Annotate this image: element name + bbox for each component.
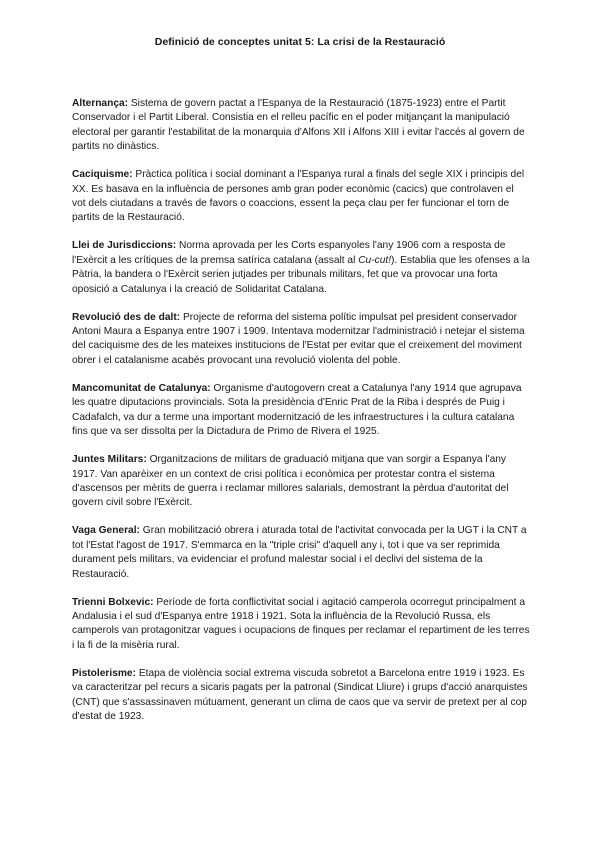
definition-llei-de-jurisdiccions xyxy=(72,239,530,297)
definition-text: ). Establia que les ofenses a la Pàtria, la bandera o l'Exèrcit serien jutjades per tribunals militars, fet que va provocar una forta oposició a Catalunya i la creació de Solidaritat Catalana. xyxy=(72,254,530,295)
definition-text: Organitzacions de militars de graduació mitjana que van sorgir a Espanya l'any 1917. Van aparèixer en un context de crisi política i econòmica per protestar contra el sistema d'ascensos per mèrits de guerra i reclamar millores salarials, demostrant la pèrdua d'autoritat del govern civil sobre l'Exèrcit. xyxy=(72,454,509,509)
definition-term: Llei de Jurisdiccions: xyxy=(72,240,177,252)
definition-term: Vaga General: xyxy=(72,525,140,537)
definition-term: Trienni Bolxevic: xyxy=(72,596,154,608)
definition-trienni-bolxevic xyxy=(72,596,530,654)
definitions-list xyxy=(72,97,530,738)
definition-text: Gran mobilització obrera i aturada total de l'activitat convocada per la UGT i la CNT a tot l'Estat l'agost de 1917. S'emmarca en la "triple crisi" d'aquell any i, tot i que va ser reprimida durament pels militars, va evidenciar el profund malestar social i el declivi del sistema de la Restauració. xyxy=(72,525,527,580)
definition-text-italic: Cu-cut! xyxy=(358,254,392,266)
definition-revolucio-des-de-dalt xyxy=(72,311,530,369)
definition-juntes-militars xyxy=(72,453,530,511)
definition-term: Juntes Militars: xyxy=(72,454,147,466)
definition-pistolerisme xyxy=(72,667,530,725)
document-title: Definició de conceptes unitat 5: La crisi de la Restauració xyxy=(154,36,446,48)
definition-term: Alternança: xyxy=(72,98,129,109)
definition-text: Període de forta conflictivitat social i agitació camperola ocorregut principalment a Andalusia i el sud d'Espanya entre 1918 i 1921. Sota la influència de la Revolució Russa, els camperols van protagonitzar vagues i ocupacions de finques per reclamar el repartiment de les terres i la fi de la misèria rural. xyxy=(72,596,530,651)
definition-term: Pistolerisme: xyxy=(72,667,136,679)
definition-mancomunitat-de-catalunya xyxy=(72,382,530,440)
definition-text: Organisme d'autogovern creat a Catalunya l'any 1914 que agrupava les quatre diputacions provincials. Sota la presidència d'Enric Prat de la Riba i després de Puig i Cadafalch, va dur a terme una important modernització de les infraestructures i la cultura catalana fins que va ser dissolta per la Dictadura de Primo de Rivera el 1925. xyxy=(72,382,522,438)
definition-alternanca xyxy=(72,97,530,155)
definition-text: Pràctica política i social dominant a l'Espanya rural a finals del segle XIX i principis del XX. Es basava en la influència de persones amb gran poder econòmic (cacics) que controlaven el vot dels ciutadans a través de favors o coaccions, essent la peça clau per fer funcionar el torn de partits de la Restauració. xyxy=(72,169,525,224)
definition-text: Sistema de govern pactat a l'Espanya de la Restauració (1875-1923) entre el Partit Conservador i el Partit Liberal. Consistia en el relleu pacífic en el poder mitjançant la manipulació electoral per garantir l'estabilitat de la monarquia d'Alfons XII i Alfons XIII i evitar l'accés al govern de partits no dinàstics. xyxy=(72,98,525,153)
definition-vaga-general xyxy=(72,524,530,582)
definition-caciquisme xyxy=(72,168,530,226)
definition-text: Norma aprovada per les Corts espanyoles l'any 1906 com a resposta de l'Exèrcit a les crítiques de la premsa satírica catalana (assalt al xyxy=(72,240,506,266)
definition-term: Mancomunitat de Catalunya: xyxy=(72,382,211,394)
definition-term: Revolució des de dalt: xyxy=(72,311,181,323)
definition-text: Etapa de violència social extrema viscuda sobretot a Barcelona entre 1919 i 1923. Es va caracteritzar pel recurs a sicaris pagats per la patronal (Sindicat Lliure) i grups d'acció anarquistes (CNT) que s'assassinaven mútuament, generant un clima de caos que va servir de pretext per al cop d'estat de 1923. xyxy=(72,667,528,722)
definition-text: Projecte de reforma del sistema polític impulsat pel president conservador Antoni Maura a Espanya entre 1907 i 1909. Intentava modernitzar l'administració i netejar el sistema del caciquisme des de les mateixes institucions de l'Estat per evitar que el creixement del moviment obrer i el catalanisme acabés provocant una revolució violenta del poble. xyxy=(72,311,525,366)
definition-term: Caciquisme: xyxy=(72,169,133,181)
